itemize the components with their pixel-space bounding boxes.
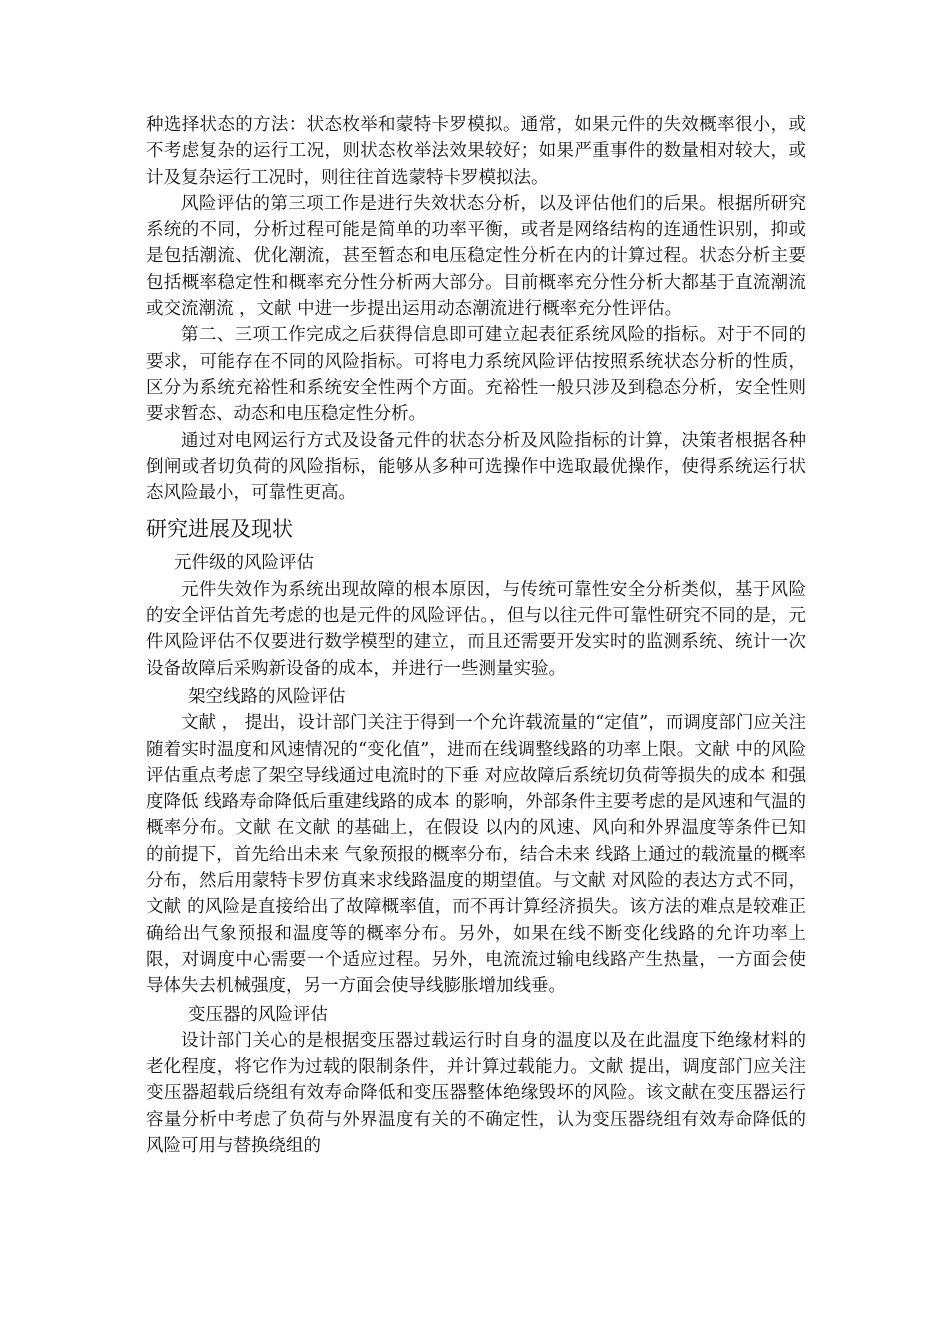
document-page bbox=[146, 112, 806, 1159]
paragraph-state-selection: 种选择状态的方法：状态枚举和蒙特卡罗模拟。通常，如果元件的失效概率很小，或不考虑复杂的运行工况，则状态枚举法效果较好；如果严重事件的数量相对较大，或计及复杂运行工况时，则往往首选蒙特卡罗模拟法。 bbox=[146, 115, 806, 188]
paragraph-decision: 通过对电网运行方式及设备元件的状态分析及风险指标的计算，决策者根据各种倒闸或者切负荷的风险指标，能够从多种可选操作中选取最优操作，使得系统运行状态风险最小，可靠性更高。 bbox=[146, 430, 806, 504]
subsection-title-transformer: 变压器的风险评估 bbox=[188, 1004, 328, 1025]
paragraph-transformer: 设计部门关心的是根据变压器过载运行时自身的温度以及在此温度下绝缘材料的老化程度，将它作为过载的限制条件，并计算过载能力。文献 提出，调度部门应关注变压器超载后绕组有效寿命降低和变压器整体绝缘毁坏的风险。该文献在变压器运行容量分析中考虑了负荷与外界温度有关的不确定性，认为变压器绕组有效寿命降低的风险可用与替换绕组的 bbox=[146, 1030, 806, 1156]
paragraph-failure-analysis: 风险评估的第三项工作是进行失效状态分析，以及评估他们的后果。根据所研究系统的不同，分析过程可能是简单的功率平衡，或者是网络结构的连通性识别，抑或是包括潮流、优化潮流，甚至暂态和电压稳定性分析在内的计算过程。状态分析主要包括概率稳定性和概率充分性分析两大部分。目前概率充分性分析大都基于直流潮流或交流潮流 ，文献 中进一步提出运用动态潮流进行概率充分性评估。 bbox=[146, 193, 806, 320]
paragraph-risk-indices: 第二、三项工作完成之后获得信息即可建立起表征系统风险的指标。对于不同的要求，可能存在不同的风险指标。可将电力系统风险评估按照系统状态分析的性质，区分为系统充裕性和系统安全性两个方面。充裕性一般只涉及到稳态分析，安全性则要求暂态、动态和电压稳定性分析。 bbox=[146, 325, 806, 425]
section-title: 研究进展及现状 bbox=[146, 517, 293, 542]
paragraph-overhead-line: 文献 ， 提出，设计部门关注于得到一个允许载流量的“定值”，而调度部门应关注随着实时温度和风速情况的“变化值”，进而在线调整线路的功率上限。文献 中的风险评估重点考虑了架空导线通过电流时的下垂 对应故障后系统切负荷等损失的成本 和强度降低 线路寿命降低后重建线路的成本 的影响，外部条件主要考虑的是风速和气温的概率分布。文献 在文献 的基础上，在假设 以内的风速、风向和外界温度等条件已知的前提下，首先给出未来 气象预报的概率分布，结合未来 线路上通过的载流量的概率分布，然后用蒙特卡罗仿真来求线路温度的期望值。与文献 对风险的表达方式不同，文献 的风险是直接给出了故障概率值，而不再计算经济损失。该方法的难点是较难正确给出气象预报和温度等的概率分布。另外，如果在线不断变化线路的允许功率上限，对调度中心需要一个适应过程。另外，电流流过输电线路产生热量，一方面会使导体失去机械强度，另一方面会使导线膨胀增加线垂。 bbox=[146, 713, 806, 997]
subsection-title-component: 元件级的风险评估 bbox=[174, 553, 314, 574]
subsection-title-overhead-line: 架空线路的风险评估 bbox=[188, 686, 346, 707]
paragraph-component: 元件失效作为系统出现故障的根本原因，与传统可靠性安全分析类似，基于风险的安全评估首先考虑的也是元件的风险评估。，但与以往元件可靠性研究不同的是，元件风险评估不仅要进行数学模型的建立，而且还需要开发实时的监测系统、统计一次设备故障后采购新设备的成本，并进行一些测量实验。 bbox=[146, 579, 806, 679]
